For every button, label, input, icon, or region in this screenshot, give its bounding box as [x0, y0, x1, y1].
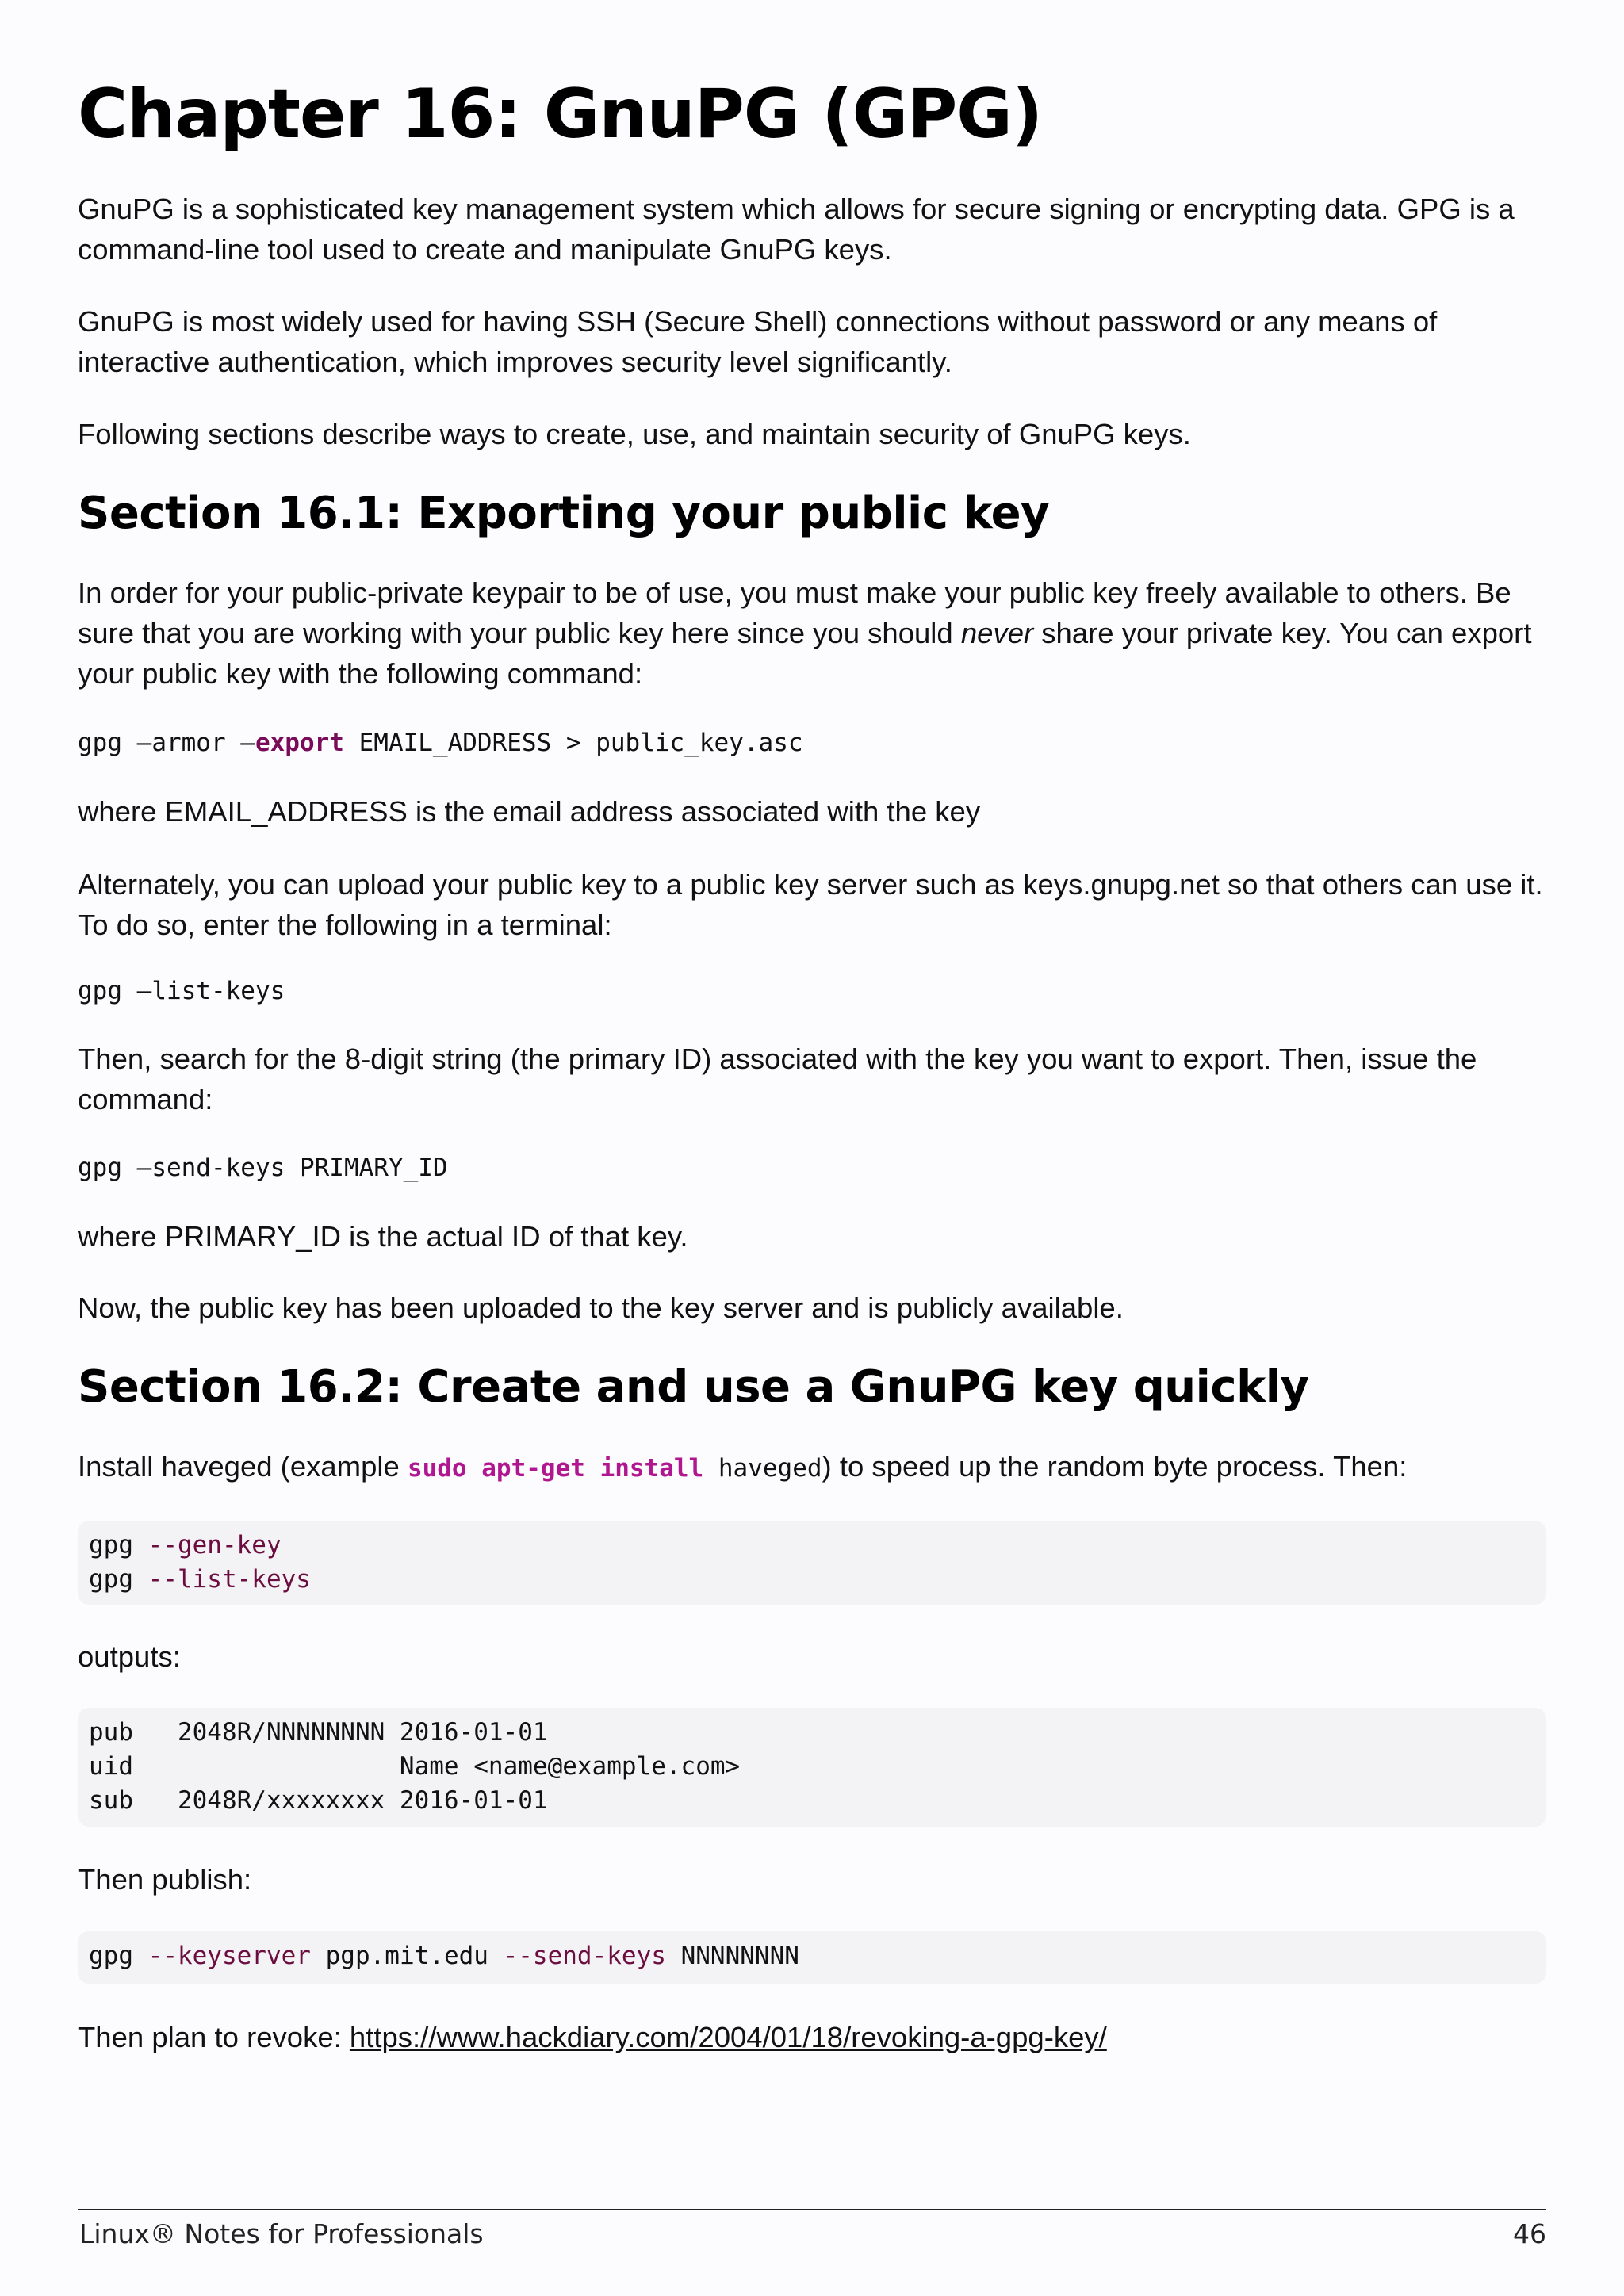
send-keys-command: gpg –send-keys PRIMARY_ID — [78, 1154, 448, 1182]
install-haveged-paragraph: Install haveged (example sudo apt-get install haveged) to speed up the random byte process. Then: — [78, 1450, 1408, 1483]
section-16-1-title: Section 16.1: Exporting your public key — [78, 488, 1050, 539]
publish-code-block: gpg --keyserver pgp.mit.edu --send-keys NNNNNNNN — [78, 1931, 1546, 1984]
revoke-paragraph: Then plan to revoke: https://www.hackdiary.com/2004/01/18/revoking-a-gpg-key/ — [78, 2021, 1107, 2053]
key-listing-output-block — [78, 1708, 1546, 1827]
output-line-sub: sub 2048R/xxxxxxxx 2016-01-01 — [89, 1786, 548, 1815]
output-line-pub: pub 2048R/NNNNNNNN 2016-01-01 — [89, 1718, 548, 1747]
intro-paragraph-1: GnuPG is a sophisticated key management system which allows for secure signing or encrypting data. GPG is a command-line tool used to create and manipulate GnuPG keys. — [78, 193, 1515, 266]
code-line: gpg --list-keys — [89, 1565, 311, 1594]
section1-paragraph-5: where PRIMARY_ID is the actual ID of that key. — [78, 1220, 688, 1253]
code-line: gpg --gen-key — [89, 1531, 282, 1559]
section1-paragraph-1: In order for your public-private keypair to be of use, you must make your public key freely available to others. Be sure that you are working with your public key here since you should never share your private key. You can export your public key with the following command: — [78, 576, 1532, 690]
footer-book-title: Linux® Notes for Professionals — [79, 2218, 484, 2249]
section-16-2-title: Section 16.2: Create and use a GnuPG key quickly — [78, 1361, 1309, 1413]
export-command: gpg –armor –export EMAIL_ADDRESS > public_key.asc — [78, 729, 803, 757]
section1-paragraph-4: Then, search for the 8-digit string (the primary ID) associated with the key you want to export. Then, issue the command: — [78, 1043, 1477, 1115]
section1-paragraph-6: Now, the public key has been uploaded to the key server and is publicly available. — [78, 1292, 1124, 1324]
footer-divider — [78, 2209, 1546, 2210]
footer-page-number: 46 — [1513, 2218, 1546, 2249]
section1-paragraph-2: where EMAIL_ADDRESS is the email address associated with the key — [78, 795, 981, 828]
section1-paragraph-3: Alternately, you can upload your public key to a public key server such as keys.gnupg.net so that others can use it. To do so, enter the following in a terminal: — [78, 868, 1543, 941]
outputs-label: outputs: — [78, 1640, 181, 1673]
intro-paragraph-2: GnuPG is most widely used for having SSH (Secure Shell) connections without password or any means of interactive authentication, which improves security level significantly. — [78, 305, 1438, 378]
output-line-uid: uid Name <name@example.com> — [89, 1752, 741, 1781]
chapter-title: Chapter 16: GnuPG (GPG) — [78, 75, 1043, 154]
never-emphasis: never — [960, 617, 1034, 649]
intro-paragraph-3: Following sections describe ways to create, use, and maintain security of GnuPG keys. — [78, 418, 1191, 450]
publish-label: Then publish: — [78, 1863, 252, 1896]
list-keys-command: gpg –list-keys — [78, 977, 285, 1005]
gen-key-code-block — [78, 1521, 1546, 1605]
revoke-link[interactable]: https://www.hackdiary.com/2004/01/18/revoking-a-gpg-key/ — [349, 2021, 1107, 2053]
